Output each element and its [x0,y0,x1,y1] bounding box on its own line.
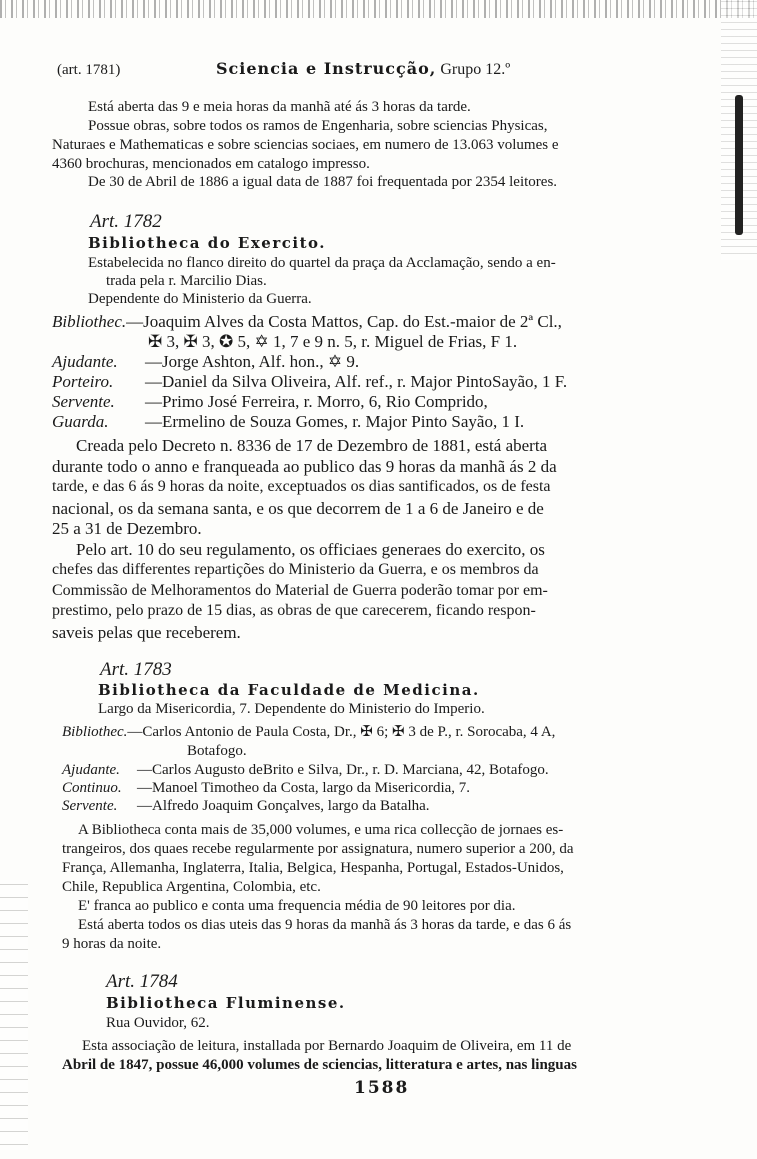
art1783-staff-servente [62,799,430,814]
art1782-staff-bibliothec-cont: ✠ 3, ✠ 3, ✪ 5, ✡ 1, 7 e 9 n. 5, r. Miguel de Frias, F 1. [148,332,518,351]
art1784-body-2: Abril de 1847, possue 46,000 volumes de sciencias, litteratura e artes, nas linguas [62,1057,577,1073]
art1782-body-10: saveis pelas que receberem. [52,623,241,642]
art1784-body-1: Esta associação de leitura, installada por Bernardo Joaquim de Oliveira, em 11 de [82,1038,572,1054]
art1784-info: Rua Ouvidor, 62. [106,1015,210,1031]
art1783-staff-bibliothec [62,725,555,740]
staff-entry: —Alfredo Joaquim Gonçalves, largo da Batalha. [137,798,430,814]
art1784-number-text: Art. 1784 [106,971,178,992]
art1782-body-8: Commissão de Melhoramentos do Material de Guerra poderão tomar por em- [52,582,548,599]
art1783-body-7: 9 horas da noite. [62,936,162,952]
art1783-body-1: A Bibliotheca conta mais de 35,000 volumes, e uma rica collecção de jornaes es- [78,822,564,838]
art1782-staff-bibliothec [52,313,562,330]
art1782-number-text: Art. 1782 [90,211,162,232]
staff-entry: —Carlos Antonio de Paula Costa, Dr., ✠ 6; ✠ 3 de P., r. Sorocaba, 4 A, [127,724,556,740]
staff-entry: —Manoel Timotheo da Costa, largo da Misericordia, 7. [137,780,471,796]
scan-edge-bar [735,95,743,235]
art1783-staff-bibliothec-cont: Botafogo. [187,743,247,759]
staff-role: Servente. [52,392,115,411]
art1782-staff-ajudante [52,353,359,370]
art1782-body-2: durante todo o anno e franqueada ao publico das 9 horas da manhã ás 2 da [52,457,557,476]
art1781-line-1: Está aberta das 9 e meia horas da manhã até ás 3 horas da tarde. [88,99,471,115]
art1783-title: Bibliotheca da Faculdade de Medicina. [98,681,480,699]
art1782-info-2: trada pela r. Marcilio Dias. [106,273,267,289]
art1783-body-4: Chile, Republica Argentina, Colombia, etc. [62,879,321,895]
art1783-staff-continuo [62,781,470,796]
art1782-body-1: Creada pelo Decreto n. 8336 de 17 de Dezembro de 1881, está aberta [76,436,548,455]
art1782-info-1: Estabelecida no flanco direito do quartel da praça da Acclamação, sendo a en- [88,255,556,271]
art1782-body-3: tarde, e das 6 ás 9 horas da noite, exceptuados os dias santificados, os de festa [52,478,551,495]
staff-role: Ajudante. [62,762,120,778]
art1783-number [100,660,172,679]
art1781-line-5: De 30 de Abril de 1886 a igual data de 1887 foi frequentada por 2354 leitores. [88,174,558,190]
staff-entry: —Joaquim Alves da Costa Mattos, Cap. do Est.-maior de 2ª Cl., [126,312,562,331]
art1782-body-5: 25 a 31 de Dezembro. [52,519,202,538]
art1782-body-9: prestimo, pelo prazo de 15 dias, as obras de que carecerem, ficando respon- [52,602,536,619]
staff-role: Guarda. [52,412,109,431]
staff-role: Ajudante. [52,352,118,371]
art1783-body-2: trangeiros, dos quaes recebe regularmente por assignatura, numero superior a 200, da [62,841,574,857]
art1782-body-6: Pelo art. 10 do seu regulamento, os officiaes generaes do exercito, os [76,540,545,559]
art1784-number [106,972,178,991]
art1782-staff-guarda [52,413,524,430]
header-group: Grupo 12.º [440,61,511,78]
art1783-number-text: Art. 1783 [100,659,172,680]
header-article-ref: (art. 1781) [57,62,121,78]
art1782-staff-servente [52,393,488,410]
staff-entry: —Daniel da Silva Oliveira, Alf. ref., r. Major PintoSayão, 1 F. [145,372,568,391]
art1783-staff-ajudante [62,763,549,778]
staff-role: Servente. [62,798,118,814]
staff-role: Porteiro. [52,372,114,391]
staff-entry: —Carlos Augusto deBrito e Silva, Dr., r. D. Marciana, 42, Botafogo. [137,762,549,778]
staff-entry: —Ermelino de Souza Gomes, r. Major Pinto Sayão, 1 I. [145,412,525,431]
staff-role: Bibliothec. [62,724,128,740]
art1782-body-4: nacional, os da semana santa, e os que decorrem de 1 a 6 de Janeiro e de [52,499,544,518]
staff-entry: —Primo José Ferreira, r. Morro, 6, Rio Comprido, [145,392,488,411]
scan-noise-left [0,880,28,1150]
page-number: 1588 [354,1078,410,1098]
art1783-body-3: França, Allemanha, Inglaterra, Italia, Belgica, Hespanha, Portugal, Estados-Unidos, [62,860,564,876]
art1784-title: Bibliotheca Fluminense. [106,994,346,1012]
staff-role: Bibliothec. [52,312,127,331]
header-section-title: Sciencia e Instrucção, [216,59,437,78]
header-title [216,61,510,78]
art1782-body-7: chefes das differentes repartições do Ministerio da Guerra, e os membros da [52,561,539,578]
art1782-number [90,212,162,231]
art1782-info-3: Dependente do Ministerio da Guerra. [88,291,312,307]
staff-role: Continuo. [62,780,122,796]
scan-noise-top [0,0,757,18]
art1782-staff-porteiro [52,373,567,390]
art1782-title: Bibliotheca do Exercito. [88,234,326,252]
staff-entry: —Jorge Ashton, Alf. hon., ✡ 9. [145,352,360,371]
art1783-body-6: Está aberta todos os dias uteis das 9 horas da manhã ás 3 horas da tarde, e das 6 ás [78,917,572,933]
art1781-line-3: Naturaes e Mathematicas e sobre sciencias sociaes, em numero de 13.063 volumes e [52,137,559,153]
art1781-line-4: 4360 brochuras, mencionados em catalogo impresso. [52,156,370,172]
art1781-line-2: Possue obras, sobre todos os ramos de Engenharia, sobre sciencias Physicas, [88,118,548,134]
art1783-info: Largo da Misericordia, 7. Dependente do Ministerio do Imperio. [98,701,485,717]
art1783-body-5: E' franca ao publico e conta uma frequencia média de 90 leitores por dia. [78,898,516,914]
